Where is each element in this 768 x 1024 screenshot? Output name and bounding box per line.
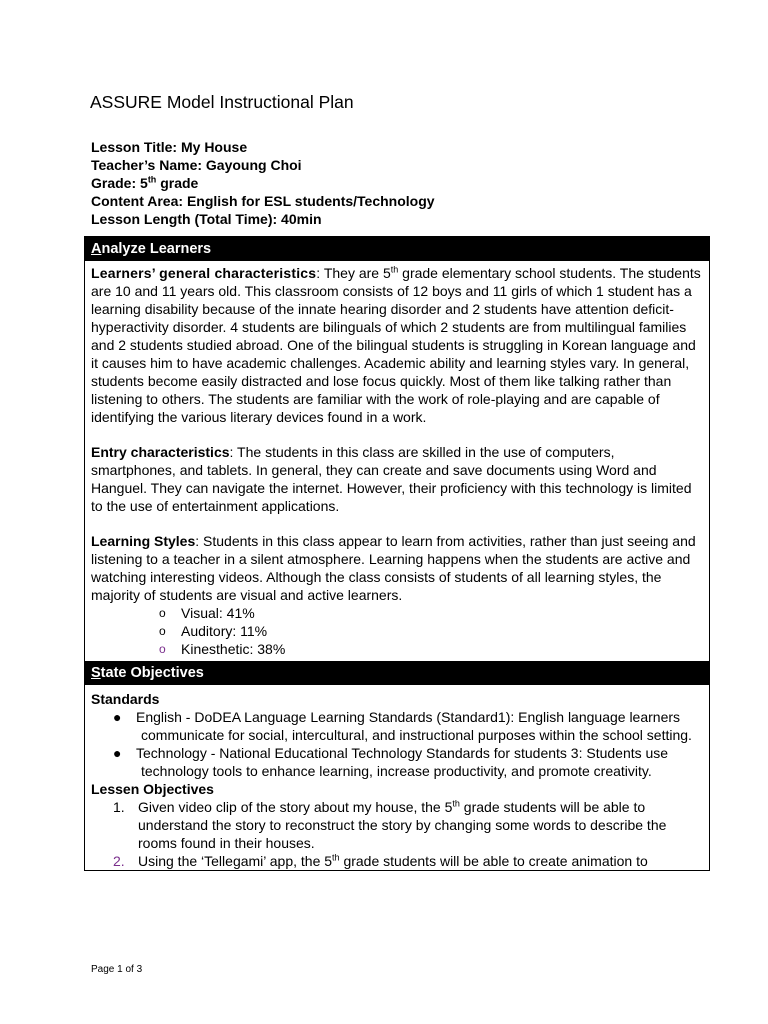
dot-bullet-icon: ● (113, 709, 122, 725)
lessen-objectives-heading: Lessen Objectives (91, 781, 214, 797)
objectives-heading-initial: S (91, 665, 101, 681)
lesson-length-label: Lesson Length (Total Time): (91, 211, 282, 227)
list-item-text: Technology - National Educational Technology Standards for students 3: Students use technology tools to enhance learning, increase productivity, and promote creativity. (136, 745, 669, 779)
objective-1-sup: th (452, 798, 460, 809)
list-item-text: English - DoDEA Language Learning Standards (Standard1): English language learners communicate for social, intercultural, and instructional purposes within the school setting. (136, 709, 692, 743)
general-characteristics-pre: : They are 5 (316, 265, 391, 281)
circle-bullet-icon: o (159, 606, 166, 620)
standards-heading: Standards (91, 691, 160, 707)
list-item (91, 744, 703, 780)
general-characteristics-label: Learners’ general characteristics (91, 265, 317, 281)
objectives-list (91, 798, 703, 870)
analyze-learners-header (85, 237, 709, 261)
plan-table (84, 236, 710, 871)
document-title: ASSURE Model Instructional Plan (90, 92, 354, 112)
lesson-title-line (91, 138, 435, 156)
objective-2-sup: th (332, 852, 340, 863)
analyze-heading-initial: A (91, 241, 102, 257)
objective-1-text: grade students will be able to understand the story to reconstruct the story by changing some words to describe the rooms found in their houses. (138, 799, 667, 851)
list-item (91, 622, 703, 640)
list-item-text: Visual: 41% (181, 605, 255, 621)
entry-characteristics-text: : The students in this class are skilled in the use of computers, smartphones, and tablets. In general, they can create and save documents using Word and Hanguel. They can navigate the internet. However, their proficiency with this technology is limited to the use of entertainment applications. (91, 444, 692, 514)
objective-2-pre: Using the ‘Tellegami’ app, the 5 (138, 853, 333, 869)
teacher-value: Gayoung Choi (205, 157, 302, 173)
list-item-number: 2. (113, 853, 125, 869)
grade-suffix: grade (156, 175, 199, 191)
lesson-length-value: 40min (281, 211, 322, 227)
content-area-line (91, 192, 435, 210)
entry-characteristics-paragraph (91, 443, 703, 515)
content-area-label: Content Area: (91, 193, 187, 209)
list-item (91, 708, 703, 744)
dot-bullet-icon: ● (113, 745, 122, 761)
lesson-meta (91, 138, 435, 228)
grade-label: Grade: (91, 175, 141, 191)
learning-styles-paragraph (91, 532, 703, 604)
teacher-label: Teacher’s Name: (91, 157, 206, 173)
grade-superscript: th (147, 174, 157, 185)
state-objectives-header (85, 661, 709, 685)
objectives-heading-rest: tate Objectives (100, 665, 204, 681)
general-characteristics-sup: th (390, 264, 399, 275)
list-item (91, 640, 703, 658)
list-item (91, 852, 703, 870)
lesson-title-value: My House (180, 139, 248, 155)
list-item (91, 798, 703, 852)
learning-styles-label: Learning Styles (91, 533, 196, 549)
general-characteristics-paragraph (91, 264, 703, 426)
analyze-heading-rest: nalyze Learners (101, 241, 212, 257)
entry-characteristics-label: Entry characteristics (91, 444, 230, 460)
list-item (91, 604, 703, 622)
list-item-text: Kinesthetic: 38% (181, 641, 286, 657)
circle-bullet-icon: o (159, 624, 166, 638)
circle-bullet-icon: o (159, 642, 166, 656)
learning-styles-list (91, 604, 703, 658)
lesson-length-line (91, 210, 435, 228)
lesson-title-label: Lesson Title: (91, 139, 181, 155)
general-characteristics-text: grade elementary school students. The students are 10 and 11 years old. This classroom consists of 12 boys and 11 girls of which 1 student has a learning disability because of the innate hearing disorder and 2 students have attention deficit-hyperactivity disorder. 4 students are bilinguals of which 2 students are from multilingual families and 2 students studied abroad. One of the bilingual students is struggling in Korean language and it causes him to have academic challenges. Academic ability and learning styles vary. In general, students become easily distracted and lose focus quickly. Most of them like talking rather than listening to others. The students are familiar with the work of role-playing and are capable of identifying the various literary devices found in a work. (91, 265, 701, 425)
teacher-line (91, 156, 435, 174)
standards-list (91, 708, 703, 780)
objective-1-pre: Given video clip of the story about my house, the 5 (138, 799, 453, 815)
list-item-text: Auditory: 11% (181, 623, 268, 639)
state-objectives-body (85, 685, 709, 870)
objective-2-text: grade students will be able to create animation to (339, 853, 648, 869)
learning-styles-text: : Students in this class appear to learn from activities, rather than just seeing and listening to a teacher in a silent atmosphere. Learning happens when the students are active and watching interesting videos. Although the class consists of students of all learning styles, the majority of students are visual and active learners. (91, 533, 696, 603)
page-number: Page 1 of 3 (91, 964, 143, 975)
grade-number: 5 (140, 175, 148, 191)
grade-line (91, 174, 435, 192)
analyze-learners-body (85, 261, 709, 661)
list-item-number: 1. (113, 799, 125, 815)
content-area-value: English for ESL students/Technology (186, 193, 435, 209)
